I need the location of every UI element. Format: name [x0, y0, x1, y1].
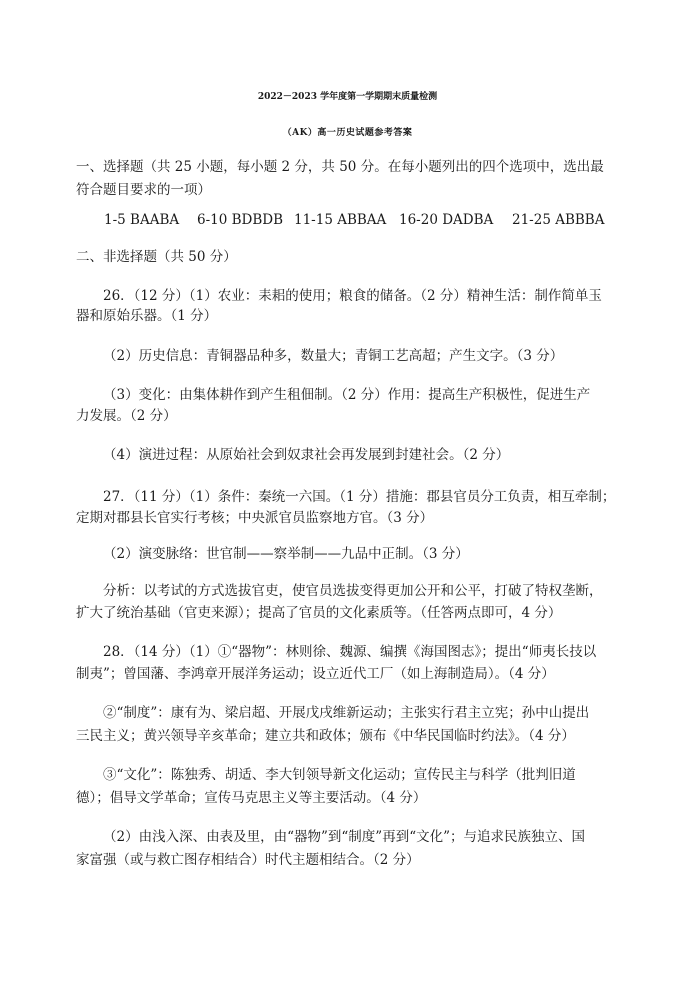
q28-part1-line2: 制夷”；曾国藩、李鸿章开展洋务运动；设立近代工厂（如上海制造局）。（4 分） — [76, 666, 555, 682]
choice-answer-16-20: 16-20 DADBA — [399, 212, 494, 228]
q27-part1-line1: 27．（11 分）（1）条件：秦统一六国。（1 分）措施：郡县官员分工负责，相互牵制； — [103, 489, 616, 505]
q27-part2: （2）演变脉络：世官制——察举制——九品中正制。（3 分） — [103, 546, 469, 562]
q28-part2-line2: 三民主义；黄兴领导辛亥革命；建立共和政体；颁布《中华民国临时约法》。（4 分） — [76, 728, 575, 744]
page-subtitle: （AK）高一历史试题参考答案 — [282, 128, 413, 138]
q26-part1-line2: 器和原始乐器。（1 分） — [76, 308, 218, 324]
page-title: 2022－2023 学年度第一学期期末质量检测 — [257, 92, 438, 102]
q28-part4-line2: 家富强（或与救亡图存相结合）时代主题相结合。（2 分） — [76, 852, 420, 868]
q28-part3-line1: ③“文化”：陈独秀、胡适、李大钊领导新文化运动；宣传民主与科学（批判旧道 — [103, 767, 576, 783]
q26-part2: （2）历史信息：青铜器品种多，数量大；青铜工艺高超；产生文字。（3 分） — [103, 348, 564, 364]
q28-part4-line1: （2）由浅入深、由表及里，由“器物”到“制度”再到“文化”；与追求民族独立、国 — [103, 829, 585, 845]
section1-heading-line2: 符合题目要求的一项） — [76, 182, 211, 198]
q27-part3-line2: 扩大了统治基础（官吏来源）；提高了官员的文化素质等。（任答两点即可，4 分） — [76, 605, 562, 621]
q28-part3-line2: 德）；倡导文学革命；宣传马克思主义等主要活动。（4 分） — [76, 790, 427, 806]
choice-answer-21-25: 21-25 ABBBA — [512, 212, 605, 228]
section1-heading-line1: 一、选择题（共 25 小题，每小题 2 分，共 50 分。在每小题列出的四个选项中，选出最 — [76, 159, 604, 175]
q26-part3-line2: 力发展。（2 分） — [76, 408, 177, 424]
q28-part2-line1: ②“制度”：康有为、梁启超、开展戊戌维新运动；主张实行君主立宪；孙中山提出 — [103, 705, 590, 721]
choice-answer-11-15: 11-15 ABBAA — [294, 212, 387, 228]
q26-part3-line1: （3）变化：由集体耕作到产生租佃制。（2 分）作用：提高生产积极性，促进生产 — [103, 387, 591, 403]
q27-part3-line1: 分析：以考试的方式选拔官吏，使官员选拔变得更加公开和公平，打破了特权垄断， — [103, 583, 603, 599]
choice-answer-6-10: 6-10 BDBDB — [197, 212, 284, 228]
section2-heading: 二、非选择题（共 50 分） — [76, 249, 237, 265]
q26-part4: （4）演进过程：从原始社会到奴隶社会再发展到封建社会。（2 分） — [103, 447, 510, 463]
q28-part1-line1: 28．（14 分）（1）①“器物”：林则徐、魏源、编撰《海国图志》；提出“师夷长技以 — [103, 644, 597, 660]
q26-part1-line1: 26．（12 分）（1）农业：耒耜的使用；粮食的储备。（2 分）精神生活：制作简单玉 — [103, 288, 602, 304]
choice-answer-1-5: 1-5 BAABA — [104, 212, 180, 228]
q27-part1-line2: 定期对郡县长官实行考核；中央派官员监察地方官。（3 分） — [76, 510, 434, 526]
